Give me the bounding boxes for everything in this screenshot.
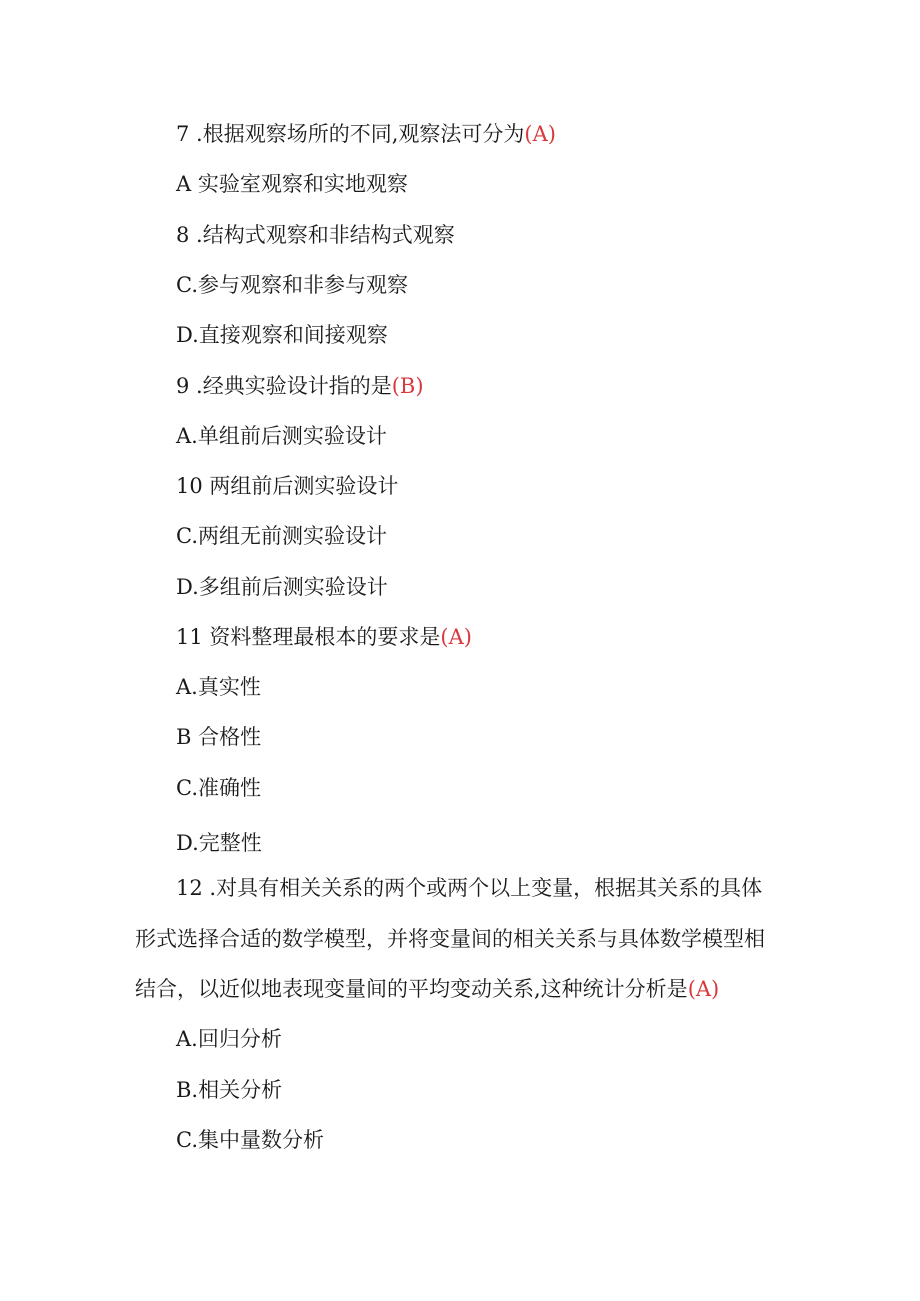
option-line: A.真实性 bbox=[176, 675, 261, 699]
option-line: B.相关分析 bbox=[176, 1078, 283, 1102]
option-line: D.完整性 bbox=[176, 831, 262, 855]
question-text: 7 .根据观察场所的不同,观察法可分为 bbox=[176, 122, 525, 146]
option-line: D.直接观察和间接观察 bbox=[176, 323, 388, 347]
question-11 bbox=[176, 623, 472, 651]
question-7 bbox=[176, 120, 556, 148]
option-line: B 合格性 bbox=[176, 725, 262, 749]
option-line: D.多组前后测实验设计 bbox=[176, 575, 388, 599]
option-line: 8 .结构式观察和非结构式观察 bbox=[176, 223, 455, 247]
question-12-line-1: 12 .对具有相关关系的两个或两个以上变量，根据其关系的具体 bbox=[176, 876, 763, 900]
question-text: 结合，以近似地表现变量间的平均变动关系,这种统计分析是 bbox=[135, 977, 688, 1001]
answer-mark: (A) bbox=[687, 977, 720, 1001]
option-line: C.集中量数分析 bbox=[176, 1128, 324, 1152]
option-line: A.回归分析 bbox=[176, 1027, 282, 1051]
question-text: 9 .经典实验设计指的是 bbox=[176, 374, 392, 398]
question-12-line-3 bbox=[135, 975, 719, 1003]
question-text: 11 资料整理最根本的要求是 bbox=[176, 625, 441, 649]
option-line: A 实验室观察和实地观察 bbox=[176, 172, 408, 196]
option-line: C.两组无前测实验设计 bbox=[176, 524, 387, 548]
question-12-line-2: 形式选择合适的数学模型，并将变量间的相关关系与具体数学模型相 bbox=[135, 927, 765, 951]
option-line: C.准确性 bbox=[176, 776, 261, 800]
option-line: A.单组前后测实验设计 bbox=[176, 424, 387, 448]
answer-mark: (A) bbox=[440, 625, 472, 649]
question-9 bbox=[176, 372, 424, 400]
option-line: C.参与观察和非参与观察 bbox=[176, 273, 408, 297]
answer-mark: (B) bbox=[391, 374, 424, 398]
answer-mark: (A) bbox=[524, 122, 556, 146]
option-line: 10 两组前后测实验设计 bbox=[176, 474, 399, 498]
